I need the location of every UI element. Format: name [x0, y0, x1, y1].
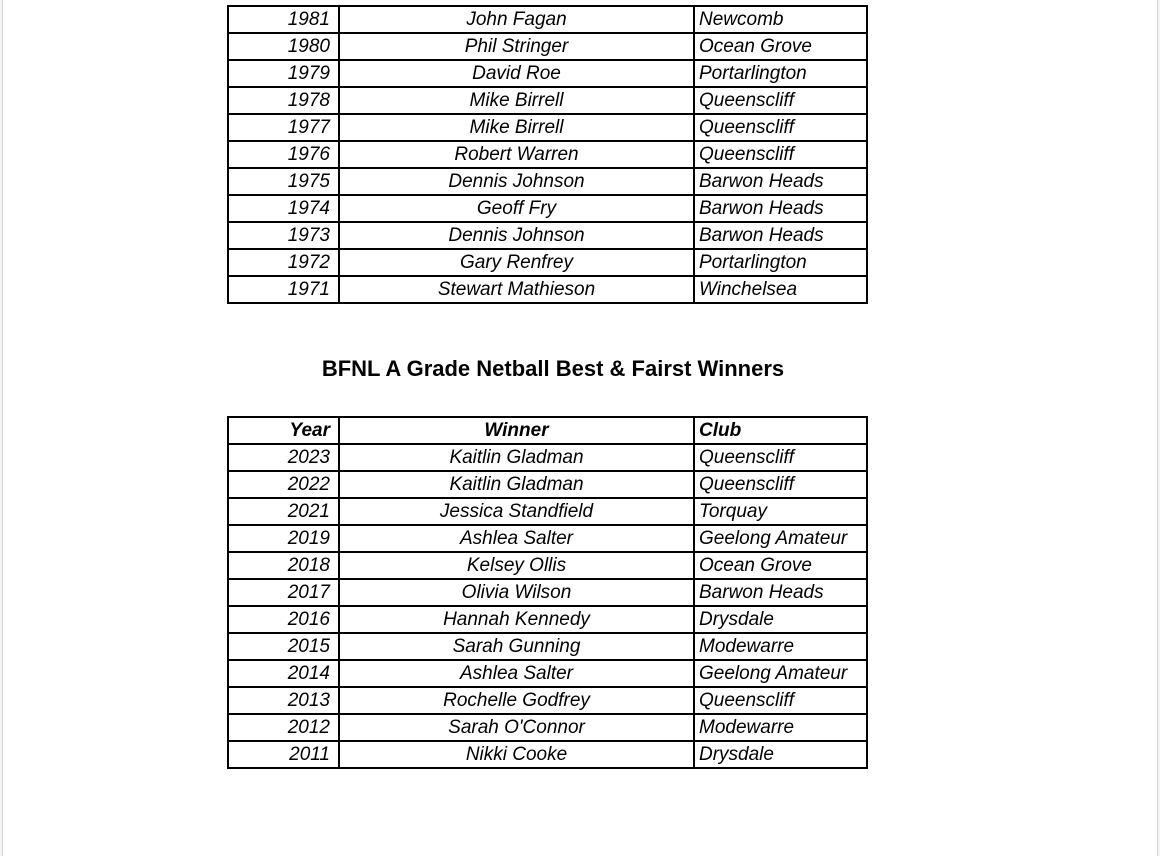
club-cell: Queenscliff [694, 471, 867, 498]
table-row [228, 606, 867, 633]
year-cell: 2014 [228, 660, 339, 687]
table-row [228, 114, 867, 141]
club-cell: Queenscliff [694, 687, 867, 714]
table-row [228, 552, 867, 579]
winner-cell: Dennis Johnson [339, 222, 694, 249]
winner-cell: Olivia Wilson [339, 579, 694, 606]
year-cell: 2017 [228, 579, 339, 606]
table-row [228, 168, 867, 195]
winner-cell: Stewart Mathieson [339, 276, 694, 303]
table-row [228, 87, 867, 114]
club-cell: Barwon Heads [694, 579, 867, 606]
winner-cell: Ashlea Salter [339, 660, 694, 687]
club-cell: Queenscliff [694, 141, 867, 168]
club-cell: Portarlington [694, 60, 867, 87]
club-cell: Winchelsea [694, 276, 867, 303]
winner-cell: Ashlea Salter [339, 525, 694, 552]
netball-section-title: BFNL A Grade Netball Best & Fairst Winners [321, 356, 785, 381]
table-row [228, 33, 867, 60]
year-cell: 1974 [228, 195, 339, 222]
year-cell: 1980 [228, 33, 339, 60]
table-row [228, 249, 867, 276]
club-cell: Geelong Amateur [694, 660, 867, 687]
club-cell: Barwon Heads [694, 222, 867, 249]
table-header-row [228, 417, 867, 444]
club-cell: Geelong Amateur [694, 525, 867, 552]
netball-winners-body [228, 444, 867, 768]
year-cell: 2016 [228, 606, 339, 633]
winner-column-header: Winner [339, 417, 694, 444]
year-cell: 1971 [228, 276, 339, 303]
winner-cell: Mike Birrell [339, 87, 694, 114]
table-row [228, 525, 867, 552]
year-cell: 1979 [228, 60, 339, 87]
table-row [228, 687, 867, 714]
year-cell: 2013 [228, 687, 339, 714]
winner-cell: Hannah Kennedy [339, 606, 694, 633]
year-cell: 2023 [228, 444, 339, 471]
table-row [228, 195, 867, 222]
table-row [228, 498, 867, 525]
year-cell: 2012 [228, 714, 339, 741]
table-row [228, 579, 867, 606]
document-page [2, 0, 1158, 856]
club-cell: Portarlington [694, 249, 867, 276]
winner-cell: Nikki Cooke [339, 741, 694, 768]
football-winners-table [227, 5, 868, 304]
year-cell: 2022 [228, 471, 339, 498]
winner-cell: Dennis Johnson [339, 168, 694, 195]
winner-cell: Kelsey Ollis [339, 552, 694, 579]
club-cell: Queenscliff [694, 87, 867, 114]
table-row [228, 741, 867, 768]
table-row [228, 660, 867, 687]
winner-cell: Gary Renfrey [339, 249, 694, 276]
table-row [228, 714, 867, 741]
club-cell: Barwon Heads [694, 168, 867, 195]
table-row [228, 6, 867, 33]
year-cell: 1972 [228, 249, 339, 276]
club-cell: Drysdale [694, 741, 867, 768]
winner-cell: John Fagan [339, 6, 694, 33]
netball-winners-table [227, 416, 868, 769]
winner-cell: Sarah Gunning [339, 633, 694, 660]
winner-cell: Mike Birrell [339, 114, 694, 141]
table-row [228, 276, 867, 303]
football-winners-body [228, 6, 867, 303]
club-cell: Newcomb [694, 6, 867, 33]
club-cell: Ocean Grove [694, 552, 867, 579]
year-cell: 1973 [228, 222, 339, 249]
club-cell: Ocean Grove [694, 33, 867, 60]
year-cell: 1975 [228, 168, 339, 195]
club-column-header: Club [694, 417, 867, 444]
table-row [228, 141, 867, 168]
year-cell: 1981 [228, 6, 339, 33]
year-cell: 2015 [228, 633, 339, 660]
table-row [228, 222, 867, 249]
club-cell: Queenscliff [694, 114, 867, 141]
year-cell: 2021 [228, 498, 339, 525]
year-cell: 2018 [228, 552, 339, 579]
winner-cell: Kaitlin Gladman [339, 444, 694, 471]
club-cell: Queenscliff [694, 444, 867, 471]
year-cell: 2011 [228, 741, 339, 768]
club-cell: Drysdale [694, 606, 867, 633]
table-row [228, 633, 867, 660]
winner-cell: Geoff Fry [339, 195, 694, 222]
winner-cell: Phil Stringer [339, 33, 694, 60]
club-cell: Torquay [694, 498, 867, 525]
year-cell: 2019 [228, 525, 339, 552]
winner-cell: David Roe [339, 60, 694, 87]
winner-cell: Robert Warren [339, 141, 694, 168]
club-cell: Modewarre [694, 714, 867, 741]
winner-cell: Sarah O'Connor [339, 714, 694, 741]
table-row [228, 471, 867, 498]
club-cell: Modewarre [694, 633, 867, 660]
year-column-header: Year [228, 417, 339, 444]
winner-cell: Kaitlin Gladman [339, 471, 694, 498]
winner-cell: Jessica Standfield [339, 498, 694, 525]
year-cell: 1978 [228, 87, 339, 114]
club-cell: Barwon Heads [694, 195, 867, 222]
winner-cell: Rochelle Godfrey [339, 687, 694, 714]
table-row [228, 444, 867, 471]
table-row [228, 60, 867, 87]
year-cell: 1976 [228, 141, 339, 168]
year-cell: 1977 [228, 114, 339, 141]
